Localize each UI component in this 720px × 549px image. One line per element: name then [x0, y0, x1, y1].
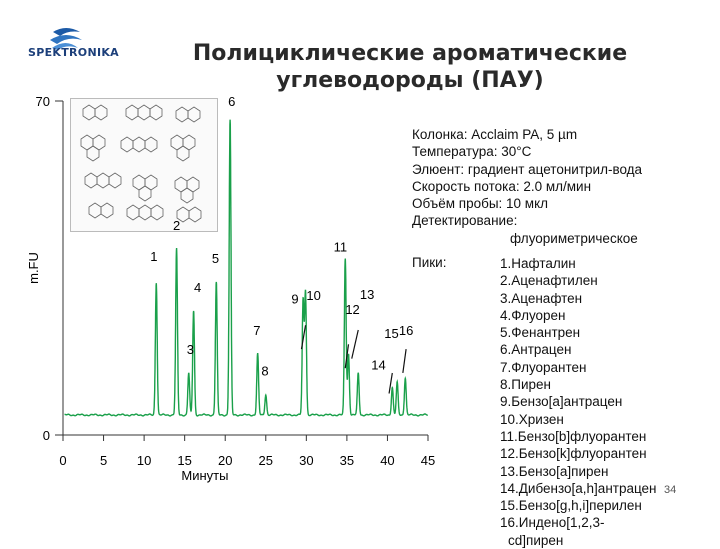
peak-label: 8: [261, 363, 269, 379]
peak-label: 11: [333, 239, 348, 255]
peak-list-item: 10.Хризен: [500, 411, 564, 427]
method-conditions: [412, 126, 712, 247]
peak-list-item: 15.Бензо[g,h,i]перилен: [500, 498, 642, 514]
y-tick-label: 70: [35, 94, 50, 109]
peak-list-item: 8.Пирен: [500, 377, 551, 393]
condition-eluent: Элюент: градиент ацетонитрил-вода: [412, 161, 643, 177]
peak-list-item: 14.Дибензо[a,h]антрацен: [500, 480, 657, 496]
peak-list-item: 7.Флуорантен: [500, 359, 587, 375]
peak-list-item: 13.Бензо[а]пирен: [500, 463, 609, 479]
peak-pointer: [403, 349, 406, 373]
peak-label: 7: [253, 322, 261, 338]
x-tick-label: 0: [59, 453, 67, 468]
peak-list-item: 16.Индено[1,2,3-: [500, 515, 605, 531]
y-axis-label: m.FU: [26, 252, 41, 284]
peak-list-item: 12.Бензо[k]флуорантен: [500, 446, 647, 462]
peaks-list: [500, 255, 715, 549]
peak-label: 6: [228, 93, 236, 109]
x-axis-label: Минуты: [181, 468, 229, 483]
chart-ticks: [36, 94, 436, 468]
peak-label: 14: [371, 357, 386, 373]
condition-temperature: Температура: 30°С: [412, 144, 532, 160]
peak-label: 3: [186, 341, 194, 357]
x-tick-label: 30: [299, 453, 314, 468]
peak-list-item: cd]пирен: [508, 532, 564, 548]
peak-list-item: 1.Нафталин: [500, 256, 576, 271]
peak-pointer: [352, 330, 358, 359]
peak-list-item: 11.Бензо[b]флуорантен: [500, 428, 647, 444]
condition-volume: Объём пробы: 10 мкл: [412, 196, 549, 212]
peak-label: 10: [306, 287, 321, 303]
x-tick-label: 25: [258, 453, 274, 468]
peak-list-item: 5.Фенантрен: [500, 325, 581, 341]
peak-label: 13: [359, 287, 375, 303]
x-tick-label: 10: [136, 453, 152, 468]
peak-list-item: 2.Аценафтилен: [500, 273, 598, 289]
condition-flow: Скорость потока: 2.0 мл/мин: [412, 178, 592, 194]
peak-label: 16: [398, 322, 414, 338]
x-tick-label: 40: [380, 453, 395, 468]
title-line-2: углеводороды (ПАУ): [276, 68, 544, 93]
peaks-label: Пики:: [412, 255, 447, 270]
peak-list-item: 9.Бензо[а]антрацен: [500, 394, 623, 410]
peak-label: 2: [172, 217, 181, 233]
peak-label: 9: [291, 291, 299, 307]
condition-detection-mode: флуориметрическое: [510, 230, 638, 246]
title-line-1: Полициклические ароматические: [192, 41, 628, 66]
condition-detection: Детектирование:: [412, 213, 518, 229]
chart-axes: [63, 101, 428, 435]
x-tick-label: 45: [420, 453, 436, 468]
peak-list-item: 4.Флуорен: [500, 307, 566, 323]
x-tick-label: 5: [99, 453, 108, 468]
x-tick-label: 15: [177, 453, 192, 468]
logo-text: SPEKTRONIKA: [28, 46, 119, 59]
x-tick-label: 20: [217, 453, 233, 468]
peak-label: 5: [211, 251, 220, 267]
peak-label: 15: [384, 326, 399, 342]
peak-list-item: 6.Антрацен: [500, 342, 572, 358]
peak-label: 4: [194, 279, 202, 295]
peak-label: 1: [150, 248, 158, 264]
page-number: 34: [664, 484, 677, 496]
peak-label: 12: [345, 301, 360, 317]
x-tick-label: 35: [339, 453, 355, 468]
peak-list-item: 3.Аценафтен: [500, 290, 583, 306]
peak-labels: [150, 94, 413, 379]
y-tick-label: 0: [42, 428, 50, 443]
condition-column: Колонка: Acclaim PA, 5 µm: [412, 127, 578, 142]
